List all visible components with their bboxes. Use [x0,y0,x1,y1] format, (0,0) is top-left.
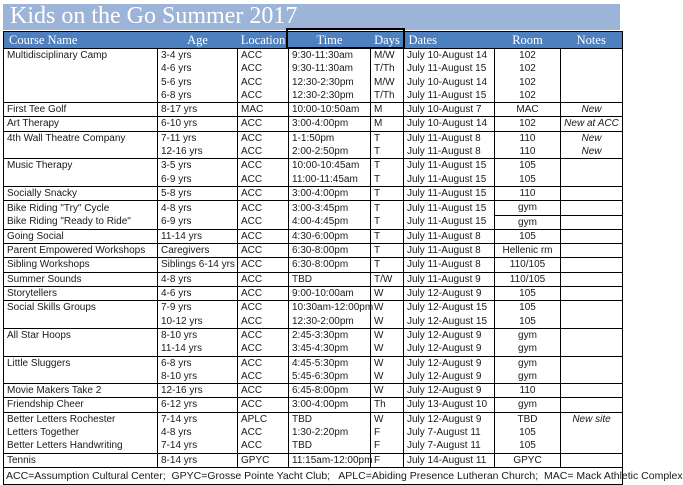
table-row [4,342,623,356]
cell-location: ACC [238,89,289,103]
cell-notes [561,159,623,173]
cell-dates: July 12-August 9 [404,342,495,356]
cell-age: 6-8 yrs [158,356,238,370]
cell-time: 9:30-11:30am [289,49,371,63]
column-header-days: Days [371,32,404,49]
table-row [4,426,623,439]
cell-notes [561,49,623,63]
cell-time: 4:00-4:45pm [289,215,371,229]
cell-course [4,62,158,75]
column-header-age: Age [158,32,238,49]
schedule-table [3,31,683,485]
cell-time: 3:00-4:00pm [289,398,371,412]
cell-course: Sibling Workshops [4,258,158,272]
cell-time: 12:30-2:30pm [289,76,371,89]
table-row [4,384,623,398]
cell-room: 105 [495,315,561,329]
cell-notes [561,301,623,315]
cell-notes [561,328,623,342]
cell-course: All Star Hoops [4,328,158,342]
cell-course: Parent Empowered Workshops [4,244,158,258]
cell-dates: July 11-August 8 [404,258,495,272]
cell-room: 110/105 [495,258,561,272]
cell-course [4,145,158,159]
table-row [4,229,623,243]
table-row [4,439,623,453]
cell-time: 4:45-5:30pm [289,356,371,370]
cell-days: T [371,173,404,187]
cell-days: M/W [371,49,404,63]
cell-notes [561,229,623,243]
cell-course [4,173,158,187]
cell-location: ACC [238,173,289,187]
cell-days: T [371,159,404,173]
cell-location: ACC [238,159,289,173]
cell-age: 6-9 yrs [158,173,238,187]
cell-time: 6:30-8:00pm [289,244,371,258]
cell-time: 1:30-2:20pm [289,426,371,439]
column-header-course-name: Course Name [4,32,158,49]
cell-notes [561,370,623,384]
table-row [4,145,623,159]
cell-course: Better Letters Handwriting [4,439,158,453]
cell-age: 7-14 yrs [158,439,238,453]
cell-age: Siblings 6-14 yrs [158,258,238,272]
cell-dates: July 10-August 14 [404,49,495,63]
cell-days: T [371,258,404,272]
cell-location: APLC [238,412,289,426]
cell-time: 5:45-6:30pm [289,370,371,384]
cell-course: 4th Wall Theatre Company [4,131,158,145]
cell-time: 11:15am-12:00pm [289,453,371,467]
cell-course [4,342,158,356]
cell-age: 11-14 yrs [158,342,238,356]
cell-location: ACC [238,49,289,63]
cell-room: gym [495,342,561,356]
cell-time: 9:30-11:30am [289,62,371,75]
cell-age: 5-6 yrs [158,76,238,89]
cell-time: 1-1:50pm [289,131,371,145]
cell-dates: July 12-August 15 [404,301,495,315]
cell-notes [561,173,623,187]
cell-course: Better Letters Rochester [4,412,158,426]
cell-course: Going Social [4,229,158,243]
cell-course: Little Sluggers [4,356,158,370]
cell-location: ACC [238,315,289,329]
cell-age: 3-4 yrs [158,49,238,63]
cell-location: MAC [238,103,289,117]
cell-room: 102 [495,117,561,131]
cell-days: T/Th [371,89,404,103]
cell-course: Movie Makers Take 2 [4,384,158,398]
cell-room: 110/105 [495,272,561,286]
cell-location: ACC [238,201,289,215]
table-row [4,186,623,200]
cell-time: 12:30-2:30pm [289,89,371,103]
cell-dates: July 7-August 11 [404,439,495,453]
cell-notes: New [561,131,623,145]
cell-notes [561,287,623,301]
schedule-table-body [4,49,623,468]
cell-time: 3:45-4:30pm [289,342,371,356]
column-header-notes: Notes [561,32,623,49]
cell-location: ACC [238,426,289,439]
cell-age: 6-10 yrs [158,117,238,131]
cell-dates: July 11-August 15 [404,215,495,229]
cell-room: gym [495,328,561,342]
cell-days: T [371,215,404,229]
cell-days: T [371,244,404,258]
cell-age: 8-14 yrs [158,453,238,467]
cell-time: 3:00-4:00pm [289,117,371,131]
cell-notes [561,439,623,453]
cell-location: ACC [238,301,289,315]
cell-dates: July 12-August 9 [404,370,495,384]
cell-time: 10:30am-12:00pm [289,301,371,315]
cell-location: ACC [238,398,289,412]
cell-room: GPYC [495,453,561,467]
cell-age: 4-6 yrs [158,62,238,75]
title-band [3,4,620,30]
cell-age: 8-10 yrs [158,328,238,342]
cell-course: Social Skills Groups [4,301,158,315]
table-row [4,89,623,103]
cell-days: F [371,426,404,439]
cell-location: ACC [238,186,289,200]
cell-days: W [371,412,404,426]
cell-days: T [371,186,404,200]
cell-age: 6-9 yrs [158,215,238,229]
cell-time: TBD [289,412,371,426]
cell-dates: July 11-August 15 [404,201,495,215]
cell-room: 102 [495,49,561,63]
cell-days: W [371,370,404,384]
table-row [4,258,623,272]
table-row [4,370,623,384]
cell-location: ACC [238,145,289,159]
cell-age: Caregivers [158,244,238,258]
cell-course: Storytellers [4,287,158,301]
cell-room: 105 [495,439,561,453]
table-footer [4,467,683,484]
location-legend: ACC=Assumption Cultural Center; GPYC=Grosse Pointe Yacht Club; APLC=Abiding Presence Lutheran Church; MAC= Mack Athletic Complex [4,467,623,484]
cell-location: ACC [238,62,289,75]
cell-time: TBD [289,272,371,286]
column-header-room: Room [495,32,561,49]
cell-room: 105 [495,301,561,315]
table-row [4,453,623,467]
cell-room: 105 [495,173,561,187]
cell-location: ACC [238,76,289,89]
cell-room: gym [495,356,561,370]
cell-location: ACC [238,356,289,370]
cell-time: 2:45-3:30pm [289,328,371,342]
cell-room: Hellenic rm [495,244,561,258]
cell-room: gym [495,215,561,229]
cell-room: 110 [495,145,561,159]
cell-course: Summer Sounds [4,272,158,286]
cell-room: gym [495,201,561,215]
table-row [4,301,623,315]
cell-course [4,315,158,329]
cell-location: ACC [238,328,289,342]
cell-days: F [371,453,404,467]
cell-notes [561,186,623,200]
cell-room: MAC [495,103,561,117]
cell-time: 4:30-6:00pm [289,229,371,243]
cell-dates: July 11-August 8 [404,131,495,145]
cell-dates: July 11-August 15 [404,89,495,103]
cell-room: 102 [495,76,561,89]
cell-notes [561,244,623,258]
cell-dates: July 12-August 9 [404,384,495,398]
cell-time: TBD [289,439,371,453]
cell-days: T [371,229,404,243]
table-row [4,287,623,301]
table-header [4,32,623,49]
cell-location: ACC [238,370,289,384]
cell-time: 9:00-10:00am [289,287,371,301]
table-row [4,315,623,329]
cell-days: T [371,131,404,145]
cell-notes: New [561,103,623,117]
cell-notes [561,76,623,89]
cell-notes [561,426,623,439]
cell-dates: July 13-August 10 [404,398,495,412]
cell-days: T/W [371,272,404,286]
cell-room: 102 [495,62,561,75]
cell-room: 102 [495,89,561,103]
column-header-dates: Dates [404,32,495,49]
cell-notes [561,89,623,103]
cell-dates: July 12-August 9 [404,328,495,342]
cell-location: ACC [238,384,289,398]
table-row [4,215,623,229]
column-header-location: Location [238,32,289,49]
cell-days: T [371,201,404,215]
table-row [4,398,623,412]
table-row [4,412,623,426]
cell-course: Art Therapy [4,117,158,131]
cell-dates: July 10-August 7 [404,103,495,117]
cell-dates: July 11-August 8 [404,244,495,258]
cell-days: T/Th [371,62,404,75]
cell-days: W [371,287,404,301]
cell-age: 7-14 yrs [158,412,238,426]
table-row [4,244,623,258]
cell-days: T [371,145,404,159]
cell-dates: July 11-August 15 [404,186,495,200]
cell-days: W [371,342,404,356]
cell-time: 11:00-11:45am [289,173,371,187]
cell-dates: July 11-August 15 [404,62,495,75]
cell-notes [561,201,623,215]
cell-days: Th [371,398,404,412]
cell-days: W [371,356,404,370]
table-row [4,76,623,89]
cell-time: 10:00-10:45am [289,159,371,173]
cell-days: M/W [371,76,404,89]
cell-course: Music Therapy [4,159,158,173]
cell-notes [561,315,623,329]
cell-time: 3:00-3:45pm [289,201,371,215]
cell-location: ACC [238,272,289,286]
cell-course [4,89,158,103]
table-row [4,49,623,63]
cell-notes [561,272,623,286]
table-row [4,117,623,131]
cell-dates: July 11-August 15 [404,173,495,187]
cell-age: 7-9 yrs [158,301,238,315]
table-row [4,328,623,342]
cell-dates: July 11-August 8 [404,229,495,243]
cell-time: 3:00-4:00pm [289,186,371,200]
cell-age: 12-16 yrs [158,145,238,159]
table-row [4,272,623,286]
cell-dates: July 10-August 14 [404,76,495,89]
cell-days: W [371,315,404,329]
table-row [4,62,623,75]
table-row [4,131,623,145]
cell-room: 105 [495,287,561,301]
table-row [4,201,623,215]
cell-course [4,76,158,89]
cell-age: 11-14 yrs [158,229,238,243]
cell-dates: July 11-August 15 [404,159,495,173]
cell-location: GPYC [238,453,289,467]
cell-days: M [371,117,404,131]
cell-location: ACC [238,439,289,453]
cell-location: ACC [238,258,289,272]
page-title: Kids on the Go Summer 2017 [10,3,298,29]
cell-dates: July 12-August 9 [404,412,495,426]
cell-location: ACC [238,229,289,243]
cell-notes [561,215,623,229]
cell-course: First Tee Golf [4,103,158,117]
cell-age: 3-5 yrs [158,159,238,173]
cell-days: W [371,301,404,315]
cell-course: Multidisciplinary Camp [4,49,158,63]
cell-age: 5-8 yrs [158,186,238,200]
cell-notes [561,398,623,412]
cell-room: 110 [495,186,561,200]
table-row [4,103,623,117]
cell-room: TBD [495,412,561,426]
cell-course [4,370,158,384]
cell-age: 10-12 yrs [158,315,238,329]
cell-days: M [371,103,404,117]
cell-notes [561,384,623,398]
cell-time: 6:30-8:00pm [289,258,371,272]
cell-age: 7-11 yrs [158,131,238,145]
cell-course: Friendship Cheer [4,398,158,412]
cell-days: W [371,328,404,342]
cell-course: Socially Snacky [4,186,158,200]
cell-location: ACC [238,117,289,131]
cell-location: ACC [238,287,289,301]
cell-room: 110 [495,131,561,145]
cell-age: 12-16 yrs [158,384,238,398]
cell-notes [561,62,623,75]
cell-room: 105 [495,229,561,243]
cell-notes: New at ACC [561,117,623,131]
cell-course: Tennis [4,453,158,467]
cell-notes [561,342,623,356]
cell-room: 110 [495,384,561,398]
cell-age: 8-10 yrs [158,370,238,384]
cell-dates: July 14-August 11 [404,453,495,467]
cell-dates: July 12-August 15 [404,315,495,329]
table-row [4,356,623,370]
cell-notes [561,453,623,467]
cell-age: 4-8 yrs [158,201,238,215]
header-row [4,32,623,49]
cell-notes [561,356,623,370]
cell-dates: July 12-August 9 [404,287,495,301]
cell-dates: July 11-August 8 [404,145,495,159]
cell-dates: July 10-August 14 [404,117,495,131]
cell-location: ACC [238,215,289,229]
cell-notes: New [561,145,623,159]
cell-notes: New site [561,412,623,426]
cell-days: F [371,439,404,453]
cell-days: W [371,384,404,398]
cell-course: Letters Together [4,426,158,439]
cell-dates: July 7-August 11 [404,426,495,439]
cell-time: 2:00-2:50pm [289,145,371,159]
cell-time: 12:30-2:00pm [289,315,371,329]
column-header-time: Time [289,32,371,49]
cell-age: 6-8 yrs [158,89,238,103]
cell-age: 6-12 yrs [158,398,238,412]
cell-age: 4-6 yrs [158,287,238,301]
table-row [4,159,623,173]
cell-room: gym [495,398,561,412]
cell-dates: July 11-August 9 [404,272,495,286]
cell-time: 10:00-10:50am [289,103,371,117]
cell-course: Bike Riding "Try" Cycle [4,201,158,215]
cell-location: ACC [238,342,289,356]
cell-location: ACC [238,131,289,145]
cell-time: 6:45-8:00pm [289,384,371,398]
cell-dates: July 12-August 9 [404,356,495,370]
cell-age: 4-8 yrs [158,272,238,286]
cell-age: 4-8 yrs [158,426,238,439]
cell-course: Bike Riding "Ready to Ride" [4,215,158,229]
cell-room: 105 [495,159,561,173]
table-row [4,173,623,187]
legend-row [4,467,623,484]
cell-room: 105 [495,426,561,439]
cell-notes [561,258,623,272]
cell-age: 8-17 yrs [158,103,238,117]
cell-location: ACC [238,244,289,258]
cell-room: gym [495,370,561,384]
